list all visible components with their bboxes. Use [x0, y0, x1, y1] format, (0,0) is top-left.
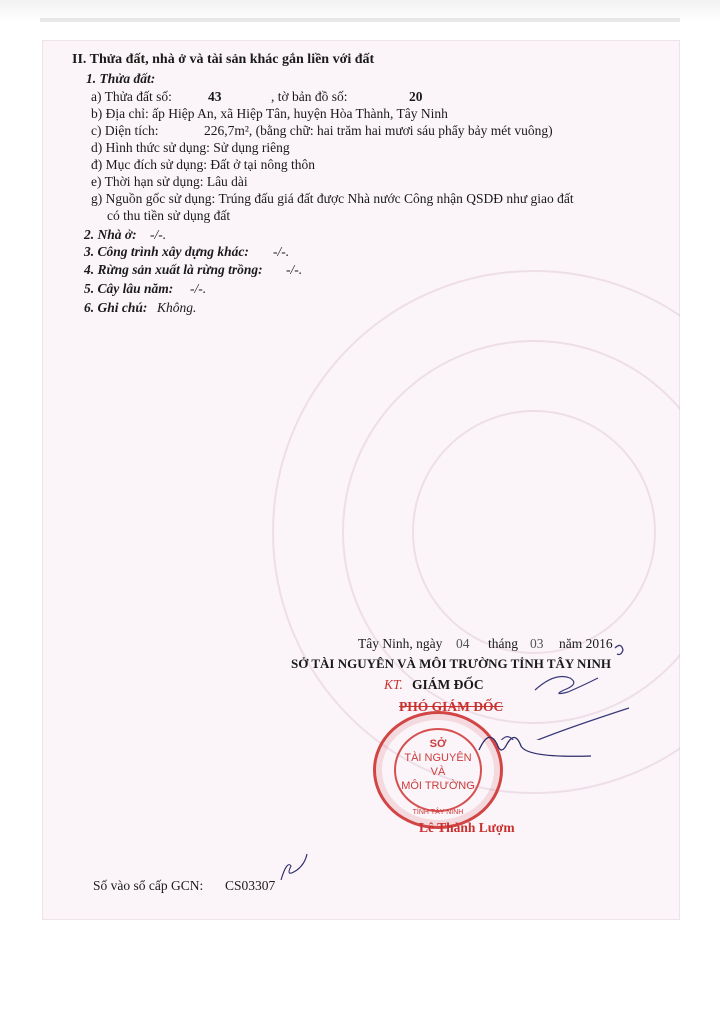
watermark-emblem-core	[412, 410, 656, 654]
usage-form-line: d) Hình thức sử dụng: Sử dụng riêng	[91, 140, 290, 155]
date-year: năm 2016	[559, 636, 613, 651]
parcel-number: 43	[208, 89, 222, 104]
map-number: 20	[409, 89, 423, 104]
seal-line-2: TÀI NGUYÊN	[404, 752, 472, 764]
date-prefix: Tây Ninh, ngày	[358, 636, 443, 651]
construction-label: 3. Công trình xây dựng khác:	[84, 244, 249, 259]
perennial-value: -/-.	[190, 281, 207, 296]
origin-line-2: có thu tiền sử dụng đất	[107, 208, 231, 223]
deputy-title: PHÓ GIÁM ĐỐC	[399, 699, 504, 714]
date-month-label: tháng	[488, 636, 518, 651]
address-line: b) Địa chỉ: ấp Hiệp An, xã Hiệp Tân, huyện Hòa Thành, Tây Ninh	[91, 106, 448, 121]
kt-prefix: KT.	[384, 677, 403, 692]
usage-term-line: e) Thời hạn sử dụng: Lâu dài	[91, 174, 248, 189]
area-value: 226,7m², (bằng chữ: hai trăm hai mươi sáu phẩy bảy mét vuông)	[204, 123, 553, 138]
seal-line-3: VÀ	[430, 766, 446, 778]
registry-label: Số vào sổ cấp GCN:	[93, 878, 204, 893]
director-title: GIÁM ĐỐC	[412, 677, 484, 692]
top-divider	[40, 18, 680, 22]
signature-flourish	[475, 720, 595, 780]
department-name: SỞ TÀI NGUYÊN VÀ MÔI TRƯỜNG TỈNH TÂY NINH	[291, 656, 611, 671]
section-heading: II. Thửa đất, nhà ở và tài sản khác gắn liền với đất	[72, 52, 375, 67]
date-month: 03	[530, 636, 544, 651]
seal-line-4: MÔI TRƯỜNG	[401, 780, 475, 792]
notes-label: 6. Ghi chú:	[84, 300, 148, 315]
notes-value: Không.	[157, 300, 197, 315]
perennial-label: 5. Cây lâu năm:	[84, 281, 174, 296]
origin-line-1: g) Nguồn gốc sử dụng: Trúng đấu giá đất được Nhà nước Công nhận QSDĐ như giao đất	[91, 191, 574, 206]
signer-name: Lê Thành Lượm	[419, 820, 515, 835]
forest-value: -/-.	[286, 262, 303, 277]
date-day: 04	[456, 636, 470, 651]
house-value: -/-.	[150, 227, 167, 242]
usage-purpose-line: đ) Mục đích sử dụng: Đất ở tại nông thôn	[91, 157, 316, 172]
area-label: c) Diện tích:	[91, 123, 159, 138]
registry-number: CS03307	[225, 878, 276, 893]
map-label: , tờ bản đồ số:	[271, 89, 348, 104]
registry-initials	[275, 850, 315, 890]
seal-line-1: SỞ	[429, 738, 447, 750]
house-label: 2. Nhà ở:	[84, 227, 137, 242]
forest-label: 4. Rừng sản xuất là rừng trồng:	[84, 262, 263, 277]
land-heading: 1. Thửa đất:	[86, 71, 156, 86]
seal-bottom-text: TỈNH TÂY NINH	[412, 809, 464, 816]
construction-value: -/-.	[273, 244, 290, 259]
parcel-label: a) Thửa đất số:	[91, 89, 172, 104]
